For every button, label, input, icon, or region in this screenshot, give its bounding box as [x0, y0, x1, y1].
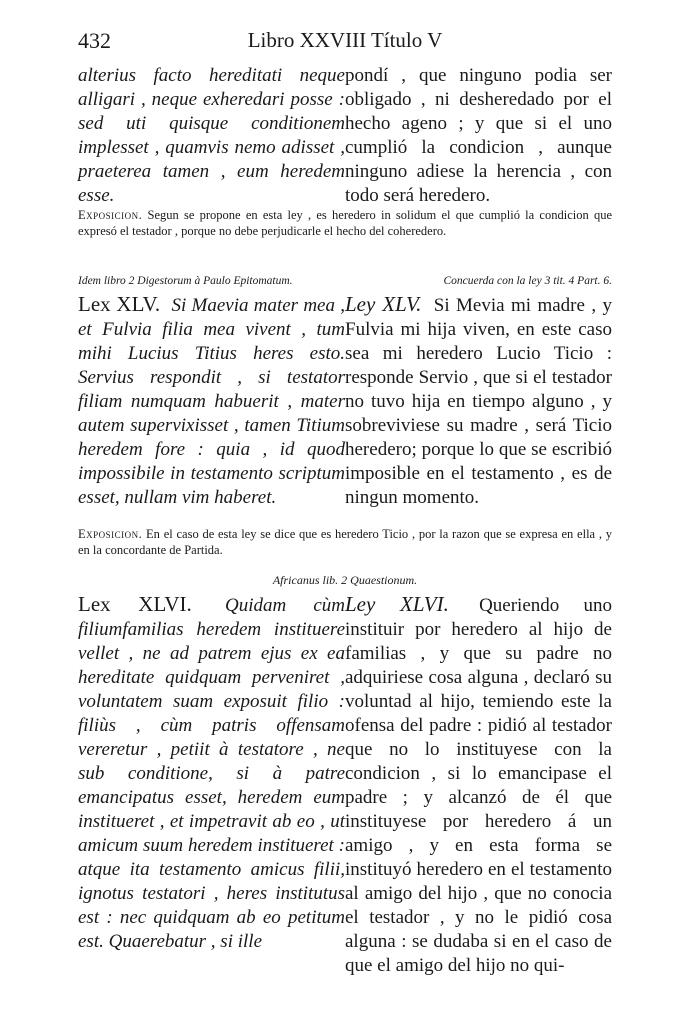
- source-left: Idem libro 2 Digestorum à Paulo Epitomatum.: [78, 275, 293, 287]
- section-lex-xlvi: [78, 592, 612, 978]
- exposicion-label: Exposicion.: [78, 208, 143, 222]
- latin-text: Quidam cùm filiumfamilias heredem instituere vellet , ne ad patrem ejus ex ea hereditate quidquam perveniret , voluntatem suam exposuit filio : filiùs , cùm patris offensam vereretur , petiit à testatore , ne sub conditione, si à patre emancipatus esset, heredem eum institueret , et impetravit ab eo , ut amicum suum heredem institueret : atque ita testamento amicus filii, ignotus testatori , heres institutus est : nec quidquam ab eo petitum est. Quaerebatur , si ille: [78, 595, 346, 952]
- exposicion-label: Exposicion.: [78, 527, 143, 541]
- ley-heading: Ley XLVI.: [345, 592, 449, 616]
- source-line: [78, 275, 612, 287]
- latin-text: Si Maevia mater mea , et Fulvia filia mea vivent , tum mihi Lucius Titius heres esto. Servius respondit , si testator filiam numquam habuerit , mater autem supervixisset , tamen Titium heredem fore : quia , id quod impossibile in testamento scriptum esset, nullam vim haberet.: [78, 295, 345, 508]
- exposicion-text: En el caso de esta ley se dice que es heredero Ticio , por la razon que se expresa en ella , y en la concordante de Partida.: [78, 527, 612, 557]
- spanish-column: [345, 292, 612, 510]
- running-title: Libro XXVIII Título V: [247, 28, 443, 52]
- latin-column: [78, 592, 345, 978]
- page-number: 432: [78, 28, 111, 53]
- spanish-column: [345, 592, 612, 978]
- source-line: [78, 573, 612, 588]
- spanish-text: Si Mevia mi madre , y Fulvia mi hija viven, en este caso sea mi heredero Lucio Ticio : responde Servio , que si el testador no tuvo hija en tiempo alguno , y sobreviviese su madre , será Ticio heredero; porque lo que se escribió imposible en el testamento , es de ningun momento.: [345, 295, 613, 508]
- spanish-column: [345, 64, 612, 208]
- exposicion-note: [78, 208, 612, 239]
- exposicion-note: [78, 527, 612, 558]
- page-header: [78, 28, 612, 58]
- latin-column: [78, 292, 345, 510]
- source-right: Concuerda con la ley 3 tit. 4 Part. 6.: [443, 275, 612, 287]
- lex-heading: Lex XLV.: [78, 292, 161, 316]
- section-continuation: [78, 64, 612, 208]
- spanish-text: pondí , que ninguno podia ser obligado , ni desheredado por el hecho ageno ; y que si el uno cumplió la condicion , aunque ninguno adiese la herencia , con todo será heredero.: [345, 65, 612, 206]
- section-lex-xlv: [78, 292, 612, 510]
- lex-heading: Lex XLVI.: [78, 592, 192, 616]
- latin-text: alterius facto hereditati neque alligari , neque exheredari posse : sed uti quisque conditionem implesset , quamvis nemo adisset , praeterea tamen , eum heredem esse.: [78, 65, 345, 206]
- latin-column: [78, 64, 345, 208]
- ley-heading: Ley XLV.: [345, 292, 422, 316]
- spanish-text: Queriendo uno instituir por heredero al hijo de familias , y que su padre no adquiriese cosa alguna , declaró su voluntad al hijo, temiendo este la ofensa del padre : pidió al testador que no lo instituyese con la condicion , si lo emancipase el padre ; y alcanzó de él que instituyese por heredero á un amigo , y en esta forma se instituyó heredero en el testamento al amigo del hijo , que no conocia el testador , y no le pidió cosa alguna : se dudaba si en el caso de que el amigo del hijo no qui-: [345, 595, 612, 976]
- source-center: Africanus lib. 2 Quaestionum.: [272, 573, 418, 587]
- exposicion-text: Segun se propone en esta ley , es heredero in solidum el que cumplió la condicion que expresó el testador , porque no debe perjudicarle el hecho del coheredero.: [78, 208, 612, 238]
